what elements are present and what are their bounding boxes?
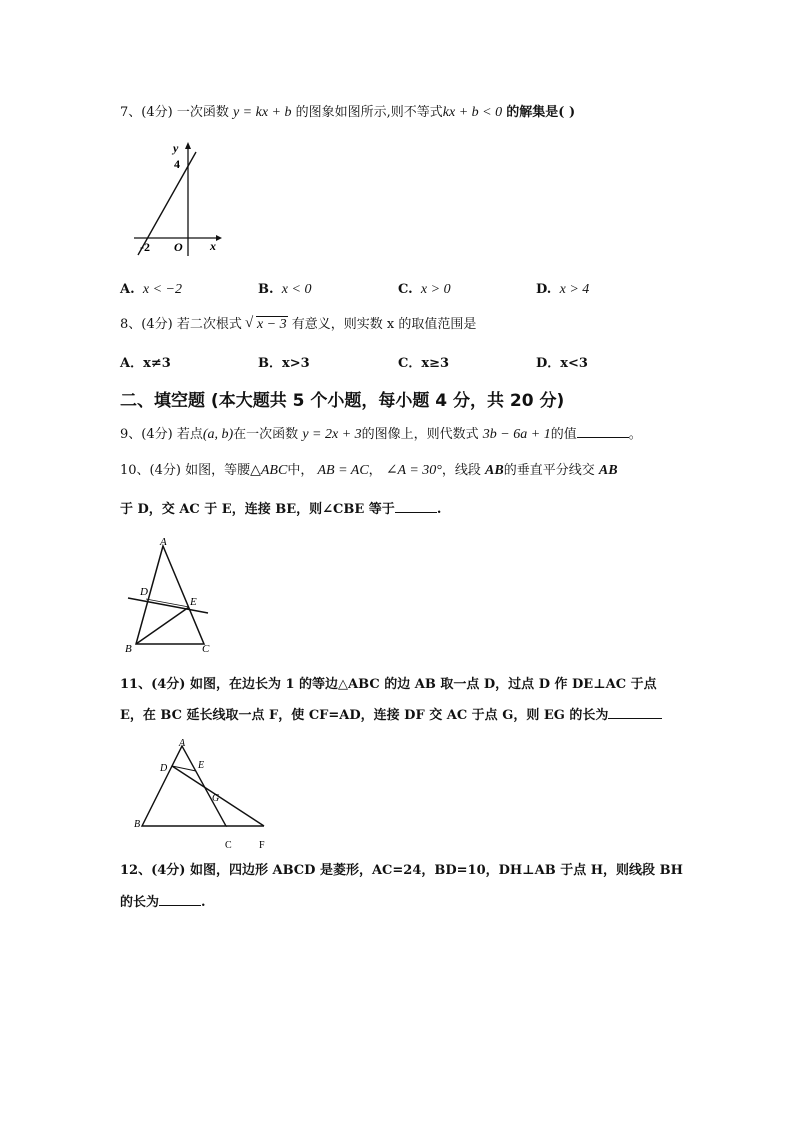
label-a: A	[160, 536, 167, 548]
origin-label: O	[174, 240, 183, 254]
q11-figure	[130, 738, 280, 853]
label-c: C	[202, 643, 210, 655]
y-axis-arrow	[185, 142, 191, 149]
label-d: D	[140, 586, 148, 598]
q7-option-a[interactable]: A. x < −2	[120, 282, 182, 297]
q8-option-a[interactable]: A．x≠3	[120, 356, 171, 371]
y-axis-label: y	[173, 141, 179, 155]
q8-stem: 8、(4分) 若二次根式 √ x − 3 有意义，则实数 x 的取值范围是	[120, 316, 476, 334]
q9-stem: 9、(4分) 若点(a, b)在一次函数 y = 2x + 3的图像上，则代数式 3b − 6a + 1的值 。	[120, 427, 642, 442]
label-b: B	[134, 819, 141, 830]
label-g: G	[212, 793, 220, 804]
label-e: E	[190, 596, 197, 608]
q8-radical: √ x − 3	[246, 316, 288, 334]
q8-option-b[interactable]: B．x>3	[258, 356, 310, 371]
q7-graph	[130, 138, 225, 263]
q10-figure	[120, 534, 215, 659]
q7-inequality: kx + b < 0	[442, 105, 503, 120]
label-a: A	[179, 738, 186, 749]
q11-answer-blank[interactable]	[608, 706, 662, 719]
q12-answer-blank[interactable]	[159, 893, 201, 906]
q8-option-c[interactable]: C．x≥3	[398, 356, 450, 371]
q10-stem-line2: 于 D，交 AC 于 E，连接 BE，则∠CBE 等于 .	[120, 502, 442, 517]
y-intercept-label: 4	[174, 157, 180, 171]
q11-stem-line2: E，在 BC 延长线取一点 F，使 CF=AD，连接 DF 交 AC 于点 G，则 EG 的长为	[120, 706, 662, 725]
x-intercept-label: -2	[140, 240, 150, 254]
q12-stem-line1: 12、(4分) 如图，四边形 ABCD 是菱形，AC=24，BD=10，DH⊥AB 于点 H，则线段 BH	[120, 863, 683, 878]
q11-stem-line1: 11、(4分) 如图，在边长为 1 的等边△ABC 的边 AB 取一点 D，过点 D 作 DE⊥AC 于点	[120, 677, 657, 692]
label-e: E	[198, 760, 205, 771]
q7-function: y = kx + b	[232, 105, 292, 120]
q10-stem-line1: 10、(4分) 如图，等腰△ABC中， AB = AC， ∠A = 30°，线段 AB的垂直平分线交 AB	[120, 463, 618, 478]
label-f: F	[259, 840, 265, 851]
label-d: D	[160, 763, 168, 774]
q12-stem-line2: 的长为 .	[120, 895, 206, 910]
triangle-abc	[142, 746, 226, 826]
x-axis-arrow	[216, 235, 222, 241]
label-c: C	[225, 840, 232, 851]
q7-option-d[interactable]: D. x > 4	[536, 282, 590, 297]
q7-option-b[interactable]: B. x < 0	[258, 282, 312, 297]
q7-option-c[interactable]: C. x > 0	[398, 282, 451, 297]
q10-answer-blank[interactable]	[395, 500, 437, 513]
q9-answer-blank[interactable]	[577, 425, 629, 438]
q8-option-d[interactable]: D．x<3	[536, 356, 588, 371]
x-axis-label: x	[210, 239, 216, 253]
q7-stem: 7、(4分) 一次函数 y = kx + b 的图象如图所示,则不等式kx + b < 0 的解集是( )	[120, 105, 576, 120]
label-b: B	[125, 643, 132, 655]
section-2-heading: 二、填空题 (本大题共 5 个小题，每小题 4 分，共 20 分)	[120, 391, 565, 411]
